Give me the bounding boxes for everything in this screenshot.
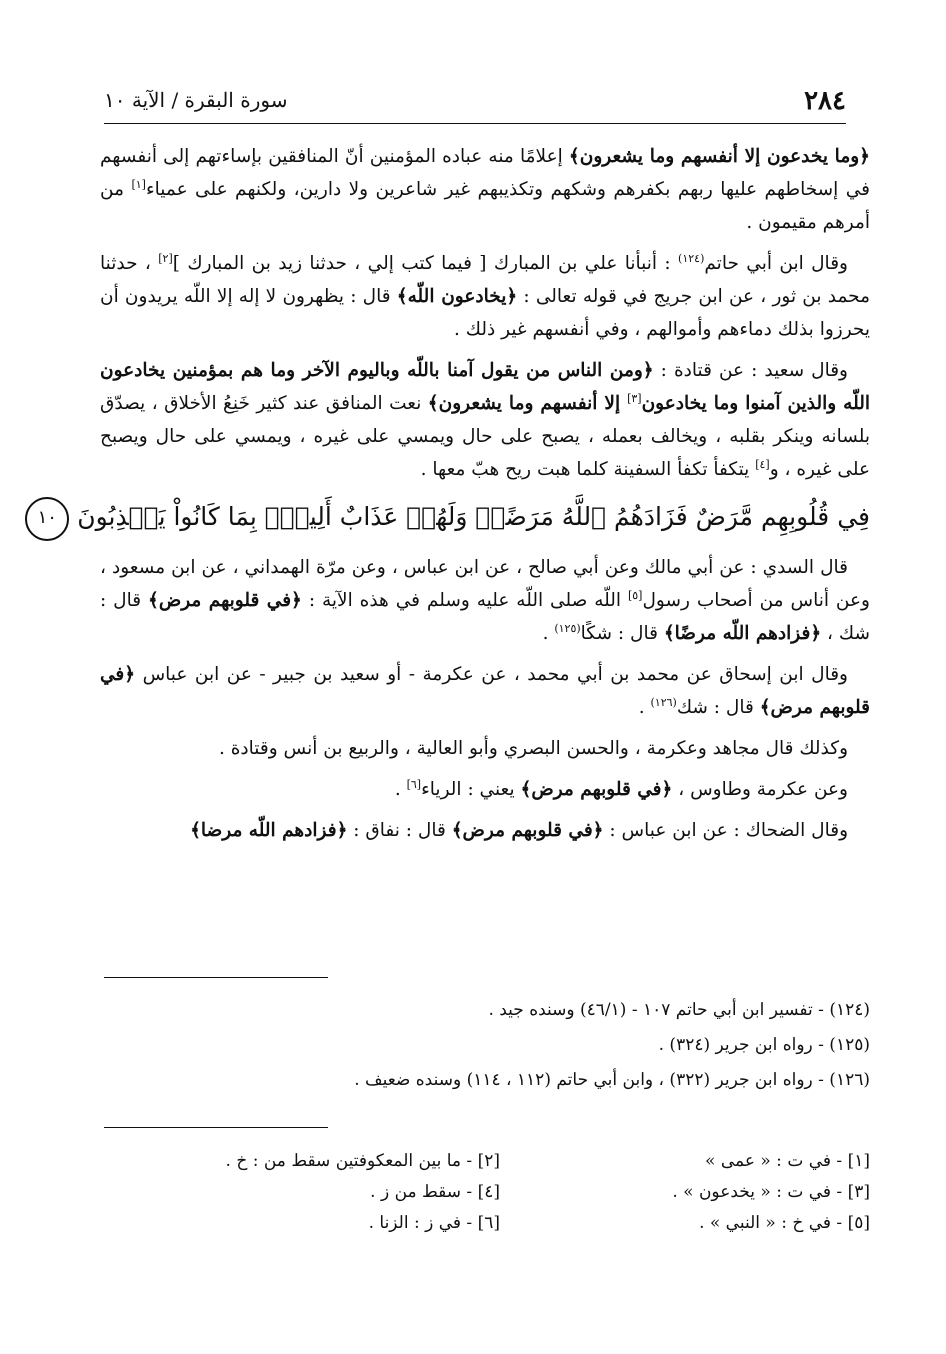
- text-run: وعن عكرمة وطاوس ،: [672, 778, 848, 800]
- footnote-ref: (١٢٥): [554, 621, 581, 635]
- quran-verse: [37, 494, 870, 541]
- note-2: [٢] - ما بين المعكوفتين سقط من : خ .: [225, 1151, 500, 1171]
- text-run: إعلامًا منه عباده المؤمنين أنّ المنافقين بإساءتهم إلى أنفسهم في إسخاطهم عليها ربهم بكفرهم وشكهم وتكذيبهم غير شاعرين ولا دارين، ولكنهم على عمياء: [100, 146, 871, 200]
- note-3: [٣] - في ت : « يخدعون » .: [672, 1182, 870, 1202]
- text-run: وقال سعيد : عن قتادة :: [653, 360, 848, 381]
- text-run: .: [394, 778, 407, 800]
- note-ref: [٤]: [755, 457, 770, 471]
- note-1: [١] - في ت : « عمى »: [705, 1151, 870, 1171]
- quran-quote: إلا أنفسهم وما يشعرون﴾: [427, 393, 628, 414]
- main-text: [37, 140, 871, 855]
- page-number: ٢٨٤: [804, 86, 846, 116]
- footnotes: [100, 993, 870, 1098]
- quran-quote: ﴿ومن الناس من يقول آمنا باللّه وباليوم الآخر وما هم بمؤمنين يخادعون اللّه والذين آمنوا وما يخادعون: [100, 360, 870, 414]
- text-run: قال : يظهرون لا إله إلا اللّه يريدون أن يحرزوا بذلك دماءهم وأموالهم ، وفي أنفسهم غير ذلك .: [100, 286, 870, 340]
- text-run: نعت المنافق عند كثير خَنِعُ الأخلاق ، يصدّق بلسانه وينكر بقلبه ، ويخالف بعمله ، يصبح على حال ويمسي على غيره ، ويمسي على حال ويصبح على غيره ، و: [100, 393, 870, 480]
- text-run: قال : شك: [676, 696, 760, 718]
- quran-quote: ﴿في قلوبهم مرض﴾: [451, 819, 604, 841]
- quran-quote: ﴿في قلوبهم مرض﴾: [520, 778, 673, 800]
- quran-quote: ﴿في قلوبهم مرض﴾: [100, 663, 870, 718]
- page-header: [104, 86, 846, 120]
- quran-quote: ﴿وما يخدعون إلا أنفسهم وما يشعرون﴾: [568, 146, 870, 167]
- notes-column-right: [540, 1146, 870, 1239]
- text-run: وقال الضحاك : عن ابن عباس :: [603, 819, 848, 841]
- note-ref: [٢]: [158, 251, 173, 265]
- text-run: اللّه صلى اللّه عليه وسلم في هذه الآية :: [301, 589, 628, 611]
- text-run: يتكفأ تكفأ السفينة كلما هبت ريح هبّ معها .: [420, 459, 756, 480]
- footnote-125: (١٢٥) - رواه ابن جرير (٣٢٤) .: [658, 1035, 870, 1055]
- header-rule: [104, 123, 846, 124]
- text-run: .: [638, 696, 651, 718]
- variant-notes: [100, 1146, 870, 1246]
- running-title: سورة البقرة / الآية ١٠: [104, 88, 288, 112]
- footnote-ref: (١٢٤): [678, 251, 705, 265]
- text-run: من أمرهم مقيمون .: [100, 179, 870, 233]
- quran-quote: ﴿يخادعون اللّه﴾: [396, 286, 518, 307]
- paragraph-5: [100, 658, 870, 724]
- text-run: .: [542, 622, 555, 644]
- text-run: قال : شكًا: [580, 622, 664, 644]
- text-run: وقال ابن أبي حاتم: [704, 253, 848, 274]
- quran-quote: ﴿فزادهم اللّه مرضا﴾: [190, 819, 348, 841]
- paragraph-4: [100, 551, 870, 650]
- verse-number-badge: ١٠: [25, 497, 69, 541]
- text-run: قال : شك ،: [100, 589, 870, 644]
- verse-text: فِي قُلُوبِهِم مَّرَضٌ فَزَادَهُمُ ٱللَّهُ مَرَضًاۖ وَلَهُمۡ عَذَابٌ أَلِيمُۢ بِمَا كَانُواْ يَكۡذِبُونَ: [77, 502, 870, 531]
- paragraph-7: [100, 773, 870, 806]
- footnote-124: (١٢٤) - تفسير ابن أبي حاتم ١٠٧ - (٤٦/١) وسنده جيد .: [488, 1000, 870, 1020]
- paragraph-2: [100, 247, 870, 346]
- notes-separator: [104, 1127, 328, 1128]
- note-ref: [٥]: [627, 588, 643, 602]
- text-run: يعني : الرياء: [421, 778, 521, 800]
- paragraph-3: [100, 354, 870, 486]
- note-ref: [١]: [131, 177, 146, 191]
- text-run: : أنبأنا علي بن المبارك [ فيما كتب إلي ، حدثنا زيد بن المبارك ]: [172, 253, 679, 274]
- text-run: وكذلك قال مجاهد وعكرمة ، والحسن البصري وأبو العالية ، والربيع بن أنس وقتادة .: [218, 737, 848, 759]
- note-ref: [٣]: [627, 391, 642, 405]
- text-run: قال السدي : عن أبي مالك وعن أبي صالح ، عن ابن عباس ، وعن مرّة الهمداني ، عن ابن مسعود ، وعن أناس من أصحاب رسول: [100, 556, 870, 611]
- quran-quote: ﴿في قلوبهم مرض﴾: [148, 589, 302, 611]
- paragraph-8: [100, 814, 870, 847]
- footnote-separator: [104, 977, 328, 978]
- footnote-126: (١٢٦) - رواه ابن جرير (٣٢٢) ، وابن أبي حاتم (١١٢ ، ١١٤) وسنده ضعيف .: [354, 1070, 870, 1090]
- quran-quote: ﴿فزادهم اللّه مرضًا﴾: [663, 622, 822, 644]
- text-run: وقال ابن إسحاق عن محمد بن أبي محمد ، عن عكرمة - أو سعيد بن جبير - عن ابن عباس: [135, 663, 848, 685]
- text-run: قال : نفاق :: [347, 819, 452, 841]
- note-5: [٥] - في خ : « النبي » .: [699, 1213, 870, 1233]
- notes-column-left: [170, 1146, 500, 1239]
- text-run: ، حدثنا محمد بن ثور ، عن ابن جريج في قوله تعالى :: [100, 253, 871, 307]
- footnote-ref: (١٢٦): [650, 695, 677, 709]
- paragraph-6: [100, 732, 870, 765]
- note-ref: [٦]: [406, 777, 422, 791]
- note-6: [٦] - في ز : الزنا .: [368, 1213, 500, 1233]
- note-4: [٤] - سقط من ز .: [370, 1182, 500, 1202]
- paragraph-1: [100, 140, 870, 239]
